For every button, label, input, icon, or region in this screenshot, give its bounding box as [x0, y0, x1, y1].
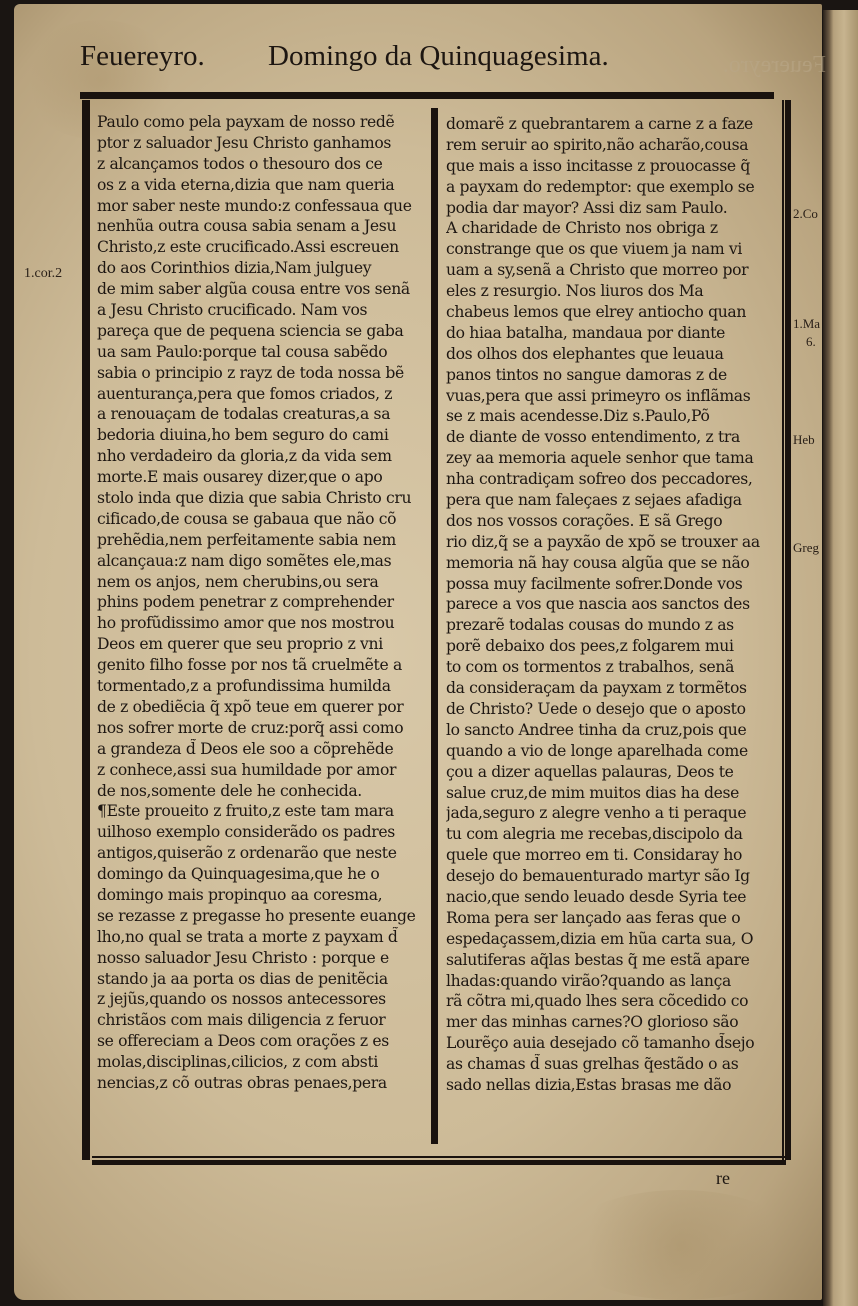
text-line: a payxam do redemptor: que exemplo se — [446, 177, 755, 196]
left-frame-rule — [82, 100, 90, 1160]
running-head-title: Domingo da Quinquagesima. — [268, 40, 609, 72]
text-line: ptor z saluador Jesu Christo ganhamos — [97, 133, 392, 152]
text-line: memoria nã hay cousa algũa que se não — [446, 553, 750, 572]
text-line: ¶Este proueito z fruito,z este tam mara — [97, 802, 394, 821]
text-line: z conhece,assi sua humildade por amor — [97, 760, 397, 779]
text-line: quando a vio de longe aparelhada come — [446, 741, 748, 760]
text-line: as chamas d̃ suas grelhas q̃estãdo o as — [446, 1055, 739, 1074]
text-line: do aos Corinthios dizia,Nam julguey — [97, 259, 372, 278]
text-line: espedaçassem,dizia em hũa carta sua, O — [446, 929, 754, 948]
text-line: tormentado,z a profundissima humilda — [97, 677, 391, 696]
text-line: pera que nam faleçaes z sejaes afadiga — [446, 491, 742, 510]
text-line: bedoria diuina,ho bem seguro do cami — [97, 426, 389, 445]
text-line: A charidade de Christo nos obriga z — [446, 219, 718, 238]
text-line: stolo inda que dizia que sabia Christo cru — [97, 489, 412, 508]
text-line: uilhoso exemplo considerãdo os padres — [97, 823, 395, 842]
running-head — [80, 40, 700, 84]
text-line: a grandeza d̃ Deos ele soo a cõprehẽde — [97, 739, 394, 758]
column-divider — [431, 108, 438, 1144]
text-line: que mais a isso incitasse z prouocasse q̃ — [446, 156, 750, 175]
text-line: Christo,z este crucificado.Assi escreuen — [97, 238, 399, 257]
text-line: a Jesu Christo crucificado. Nam vos — [97, 301, 368, 320]
text-line: podia dar mayor? Assi diz sam Paulo. — [446, 198, 728, 217]
text-line: quele que morreo em ti. Considaray ho — [446, 846, 743, 865]
text-line: ho profũdissimo amor que nos mostrou — [97, 614, 395, 633]
text-line: nha contradiçam sofreo dos peccadores, — [446, 470, 753, 489]
text-line: stando ja aa porta os dias de penitẽcia — [97, 969, 388, 988]
text-line: genito filho fosse por nos tã cruelmẽte a — [97, 656, 402, 675]
text-line: porẽ debaixo dos pees,z folgarem mui — [446, 637, 734, 656]
margin-note: Heb — [793, 432, 815, 447]
text-line: nem os anjos, nem cherubins,ou sera — [97, 572, 379, 591]
right-frame-rule — [782, 100, 791, 1160]
text-column-right — [446, 114, 776, 1096]
text-line: z jejũs,quando os nossos antecessores — [97, 990, 386, 1009]
text-line: çou a dizer aquellas palauras, Deos te — [446, 762, 734, 781]
running-head-month: Feuereyro. — [80, 40, 205, 72]
text-line: chabeus lemos que elrey antiocho quan — [446, 303, 747, 322]
text-line: nencias,z cõ outras obras penaes,pera — [97, 1073, 387, 1092]
catchword: re — [716, 1168, 730, 1188]
text-line: os z a vida eterna,dizia que nam queria — [97, 175, 395, 194]
text-line: prezarẽ todalas cousas do mundo z as — [446, 616, 734, 635]
text-line: vuas,pera que assi primeyro os inflãmas — [446, 386, 751, 405]
text-line: de diante de vosso entendimento, z tra — [446, 428, 740, 447]
bottom-rule — [92, 1156, 786, 1165]
text-line: sabia o principio z rayz de toda nossa bẽ — [97, 363, 404, 382]
text-line: mer das minhas carnes?O glorioso são — [446, 1013, 739, 1032]
text-line: to com os tormentos z trabalhos, senã — [446, 658, 735, 677]
text-line: de Christo? Uede o desejo que o aposto — [446, 699, 746, 718]
text-line: rio diz,q̃ se a payxão de xpõ se trouxer aa — [446, 532, 760, 551]
text-line: possa muy facilmente sofrer.Donde vos — [446, 574, 743, 593]
text-line: z alcançamos todos o thesouro dos ce — [97, 154, 383, 173]
text-line: parece a vos que nascia aos sanctos des — [446, 595, 750, 614]
margin-note: 6. — [806, 334, 816, 349]
text-line: se z mais acendesse.Diz s.Paulo,Põ — [446, 407, 710, 426]
margin-note: 2.Co — [793, 206, 818, 221]
text-line: de nos,somente dele he conhecida. — [97, 781, 362, 800]
margin-note: 1.Ma — [793, 316, 821, 331]
text-line: christãos com mais diligencia z feruor — [97, 1011, 386, 1030]
text-line: prehẽdia,nem perfeitamente sabia nem — [97, 530, 396, 549]
text-line: dos nos vossos corações. E sã Grego — [446, 511, 723, 530]
text-line: mor saber neste mundo:z confessaua que — [97, 196, 412, 215]
text-line: uam a sy,senã a Christo que morreo por — [446, 261, 749, 280]
text-column-left — [97, 112, 426, 1094]
text-line: salutiferas aq̃las bestas q̃ me estã apare — [446, 950, 750, 969]
text-line: panos tintos no sangue damoras z de — [446, 365, 727, 384]
text-line: tu com alegria me recebas,discipolo da — [446, 825, 743, 844]
text-line: auenturança,pera que fomos criados, z — [97, 384, 393, 403]
top-rule — [80, 92, 774, 99]
text-line: eles z resurgio. Nos liuros dos Ma — [446, 282, 704, 301]
text-line: nacio,que sendo leuado desde Syria tee — [446, 887, 747, 906]
text-line: a renouaçam de todalas creaturas,a sa — [97, 405, 391, 424]
margin-note: 1.cor.2 — [24, 266, 63, 281]
next-page-edge — [823, 10, 858, 1306]
text-line: molas,disciplinas,cilicios, z com absti — [97, 1053, 379, 1072]
text-line: nos sofrer morte de cruz:porq̃ assi como — [97, 718, 404, 737]
bleed-through-text: Feuereyro. — [722, 52, 826, 78]
text-line: constrange que os que viuem ja nam vi — [446, 240, 742, 259]
text-line: domingo da Quinquagesima,que he o — [97, 865, 380, 884]
text-line: nho verdadeiro da gloria,z da vida sem — [97, 447, 392, 466]
text-line: do hiaa batalha, mandaua por diante — [446, 323, 726, 342]
text-line: zey aa memoria aquele senhor que tama — [446, 449, 754, 468]
text-line: jada,seguro z alegre venho a ti peraque — [446, 804, 747, 823]
text-line: lhadas:quando virão?quando as lança — [446, 971, 731, 990]
text-line: Deos em querer que seu proprio z vni — [97, 635, 383, 654]
text-line: nosso saluador Jesu Christo : porque e — [97, 948, 389, 967]
text-line: se offereciam a Deos com orações z es — [97, 1032, 389, 1051]
text-line: antigos,quiserão z ordenarão que neste — [97, 844, 397, 863]
text-line: rã cõtra mi,quado lhes sera cõcedido co — [446, 992, 749, 1011]
text-line: alcançaua:z nam digo somẽtes ele,mas — [97, 551, 392, 570]
text-line: Lourẽço auia desejado cõ tamanho d̃sejo — [446, 1034, 755, 1053]
text-line: phins podem penetrar z comprehender — [97, 593, 394, 612]
text-line: Roma pera ser lançado aas feras que o — [446, 908, 741, 927]
text-line: salue cruz,de mim muitos dias ha dese — [446, 783, 740, 802]
text-line: rem seruir ao spirito,não acharão,cousa — [446, 135, 749, 154]
text-line: domarẽ z quebrantarem a carne z a faze — [446, 115, 753, 133]
text-line: dos olhos dos elephantes que leuaua — [446, 344, 724, 363]
text-line: domingo mais propinquo aa coresma, — [97, 885, 383, 904]
text-line: de mim saber algũa cousa entre vos senã — [97, 280, 410, 299]
text-line: morte.E mais ousarey dizer,que o apo — [97, 468, 383, 487]
text-line: nenhũa outra cousa sabia senam a Jesu — [97, 217, 397, 236]
text-line: se rezasse z pregasse ho presente euange — [97, 906, 416, 925]
text-line: sado nellas dizia,Estas brasas me dão — [446, 1075, 732, 1094]
text-line: lho,no qual se trata a morte z payxam d̃ — [97, 927, 398, 946]
text-line: de z obediẽcia q̃ xpõ teue em querer por — [97, 697, 404, 716]
text-line: Paulo como pela payxam de nosso redẽ — [97, 113, 395, 131]
text-line: pareça que de pequena sciencia se gaba — [97, 321, 404, 340]
text-line: lo sancto Andree tinha da cruz,pois que — [446, 720, 747, 739]
text-line: desejo do bemauenturado martyr são Ig — [446, 867, 750, 886]
text-line: cificado,de cousa se gabaua que não cõ — [97, 509, 397, 528]
margin-note: Greg — [793, 540, 819, 555]
text-line: da consideraçam da payxam z tormẽtos — [446, 679, 747, 698]
text-line: ua sam Paulo:porque tal cousa sabẽdo — [97, 342, 388, 361]
